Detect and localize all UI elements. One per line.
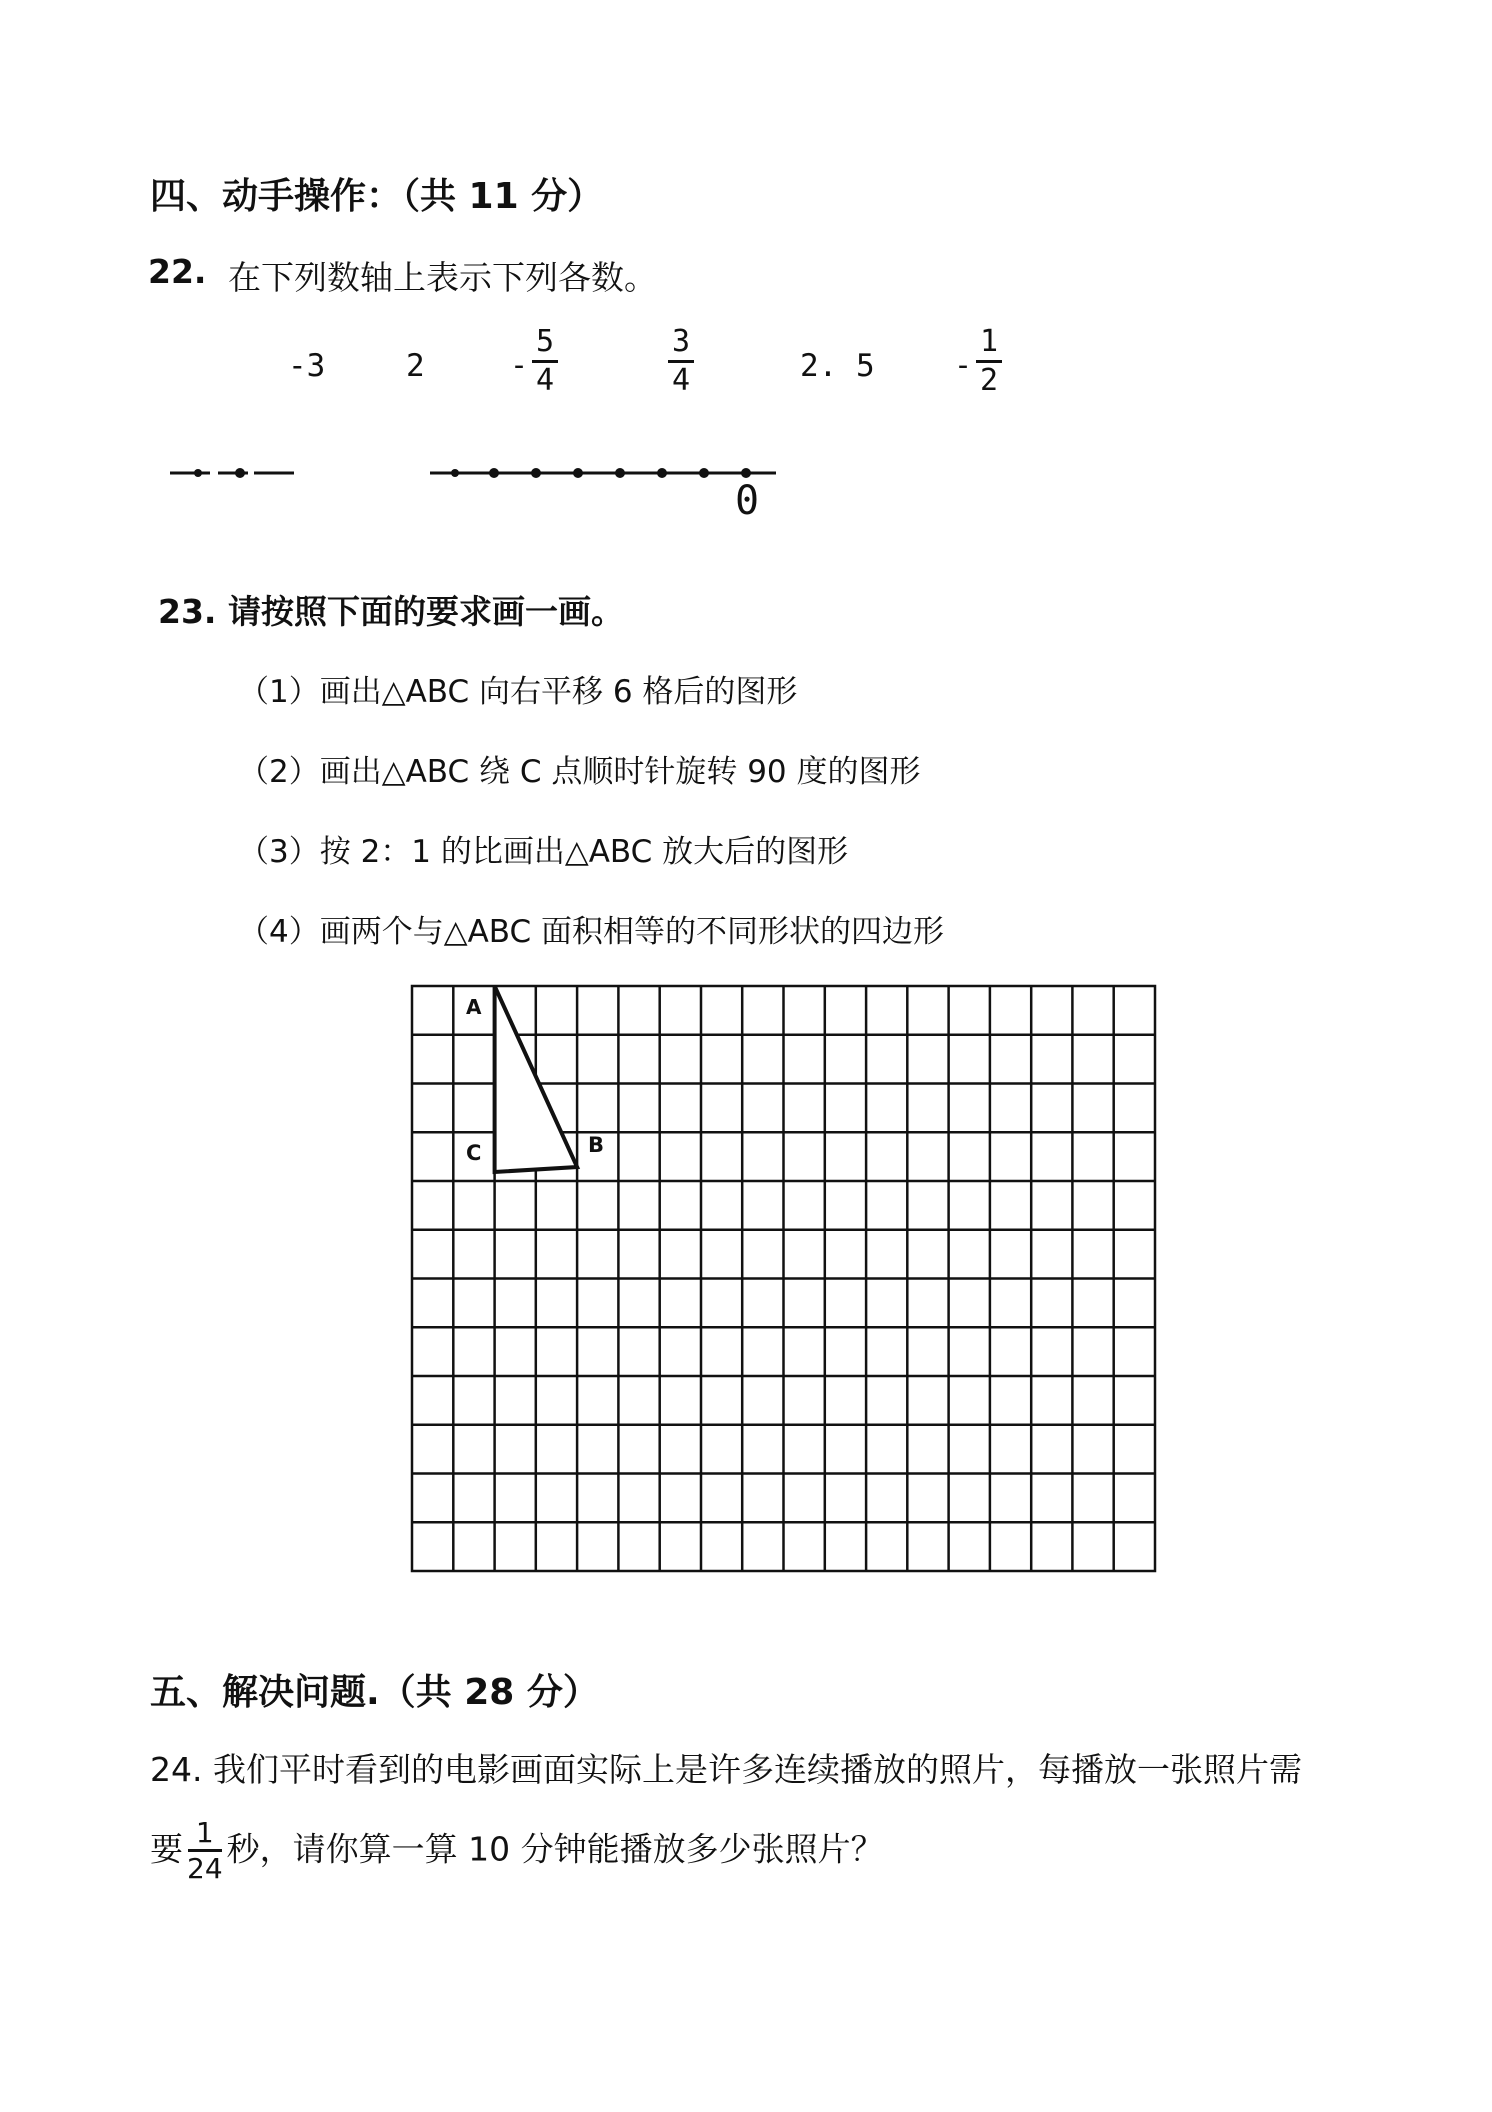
fraction-5-4 <box>532 326 558 396</box>
question-23-item-3: （3）按 2：1 的比画出△ABC 放大后的图形 <box>238 834 849 870</box>
vertex-label-c: C <box>466 1141 482 1165</box>
value-neg-5-4-sign: - <box>510 348 529 383</box>
number-line-main <box>430 468 776 478</box>
question-24-suffix: 秒，请你算一算 10 分钟能播放多少张照片？ <box>226 1829 884 1869</box>
fraction-3-4 <box>668 326 694 396</box>
question-22-text: 在下列数轴上表示下列各数。 <box>228 258 657 297</box>
section-4-heading: 四、动手操作：（共 11 分） <box>150 176 604 217</box>
number-line-left-fragment <box>170 468 300 478</box>
value-2: 2 <box>406 348 425 384</box>
fraction-numerator: 5 <box>535 324 555 359</box>
question-24-prefix: 要 <box>150 1829 183 1869</box>
drawing-grid <box>410 984 1160 1576</box>
question-23-item-1: （1）画出△ABC 向右平移 6 格后的图形 <box>238 674 798 710</box>
fraction-denominator: 4 <box>671 362 691 398</box>
value-neg-3: -3 <box>288 348 326 384</box>
number-line <box>0 440 900 540</box>
value-2-5: 2. 5 <box>800 348 875 384</box>
question-23-title: 23. 请按照下面的要求画一画。 <box>158 592 624 631</box>
fraction-denominator: 4 <box>535 362 555 398</box>
fraction-1-2 <box>976 326 1002 396</box>
question-23-item-2: （2）画出△ABC 绕 C 点顺时针旋转 90 度的图形 <box>238 754 921 790</box>
vertex-label-a: A <box>466 995 482 1019</box>
vertex-label-b: B <box>588 1133 605 1157</box>
fraction-denominator: 24 <box>187 1852 223 1886</box>
question-24-line-2 <box>150 1818 884 1884</box>
fraction-numerator: 1 <box>195 1816 214 1849</box>
fraction-numerator: 1 <box>979 324 999 359</box>
value-neg-1-2-sign: - <box>954 348 973 383</box>
question-22-number: 22. <box>148 252 207 291</box>
fraction-denominator: 2 <box>979 362 999 398</box>
question-23-item-4: （4）画两个与△ABC 面积相等的不同形状的四边形 <box>238 914 944 950</box>
fraction-1-24 <box>187 1818 223 1884</box>
number-line-zero-label: 0 <box>735 478 760 524</box>
fraction-numerator: 3 <box>671 324 691 359</box>
question-24-line-1: 24. 我们平时看到的电影画面实际上是许多连续播放的照片，每播放一张照片需 <box>150 1750 1302 1789</box>
section-5-heading: 五、解决问题.（共 28 分） <box>150 1672 599 1713</box>
